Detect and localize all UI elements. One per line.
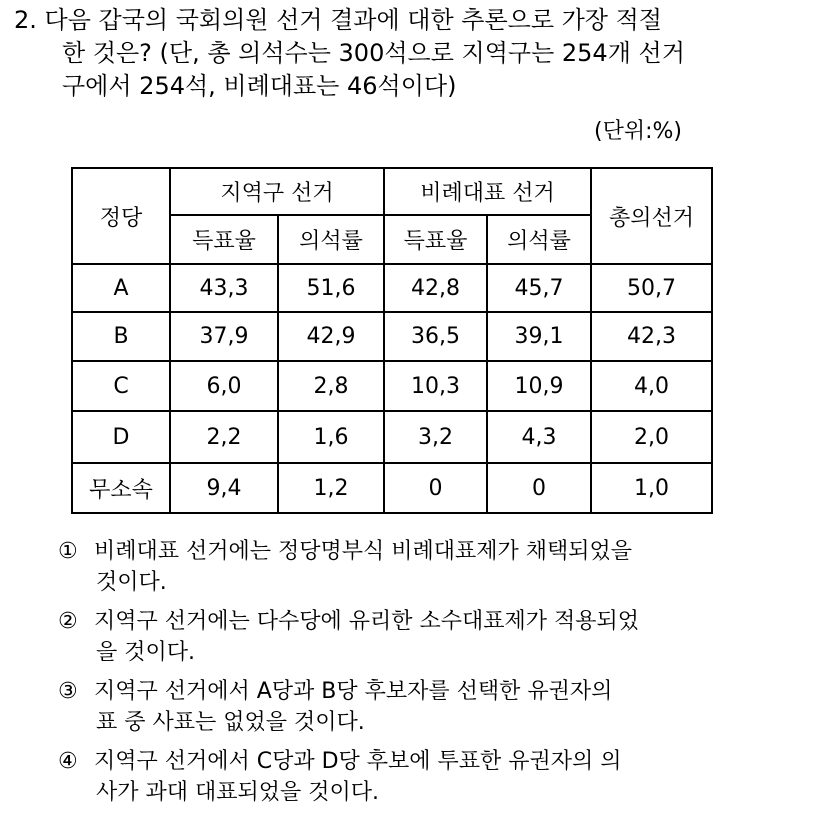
- header-district-vote-rate: 득표율: [170, 215, 278, 264]
- table-row: A 43,3 51,6 42,8 45,7 50,7: [72, 264, 712, 312]
- header-proportional-vote-rate: 득표율: [384, 215, 487, 264]
- question-line-3: 구에서 254석, 비례대표는 46석이다): [62, 72, 457, 100]
- option-2[interactable]: ② 지역구 선거에는 다수당에 유리한 소수대표제가 적용되었 을 것이다.: [58, 606, 818, 668]
- option-4[interactable]: ④ 지역구 선거에서 C당과 D당 후보에 투표한 유권자의 의 사가 과대 대표되었을 것이다.: [58, 746, 818, 808]
- option-3[interactable]: ③ 지역구 선거에서 A당과 B당 후보자를 선택한 유권자의 표 중 사표는 없었을 것이다.: [58, 676, 818, 738]
- header-district-seat-rate: 의석률: [278, 215, 384, 264]
- header-proportional-seat-rate: 의석률: [487, 215, 591, 264]
- question-number: 2.: [14, 6, 37, 34]
- option-marker: ③: [58, 679, 78, 704]
- question-line-1: 2. 다음 갑국의 국회의원 선거 결과에 대한 추론으로 가장 적절: [14, 6, 662, 34]
- question-stem: [14, 4, 814, 103]
- option-marker: ④: [58, 749, 78, 774]
- table-row: 무소속 9,4 1,2 0 0 1,0: [72, 463, 712, 513]
- option-1[interactable]: ① 비례대표 선거에는 정당명부식 비례대표제가 채택되었을 것이다.: [58, 536, 818, 598]
- option-marker: ①: [58, 539, 78, 564]
- answer-options: [58, 536, 818, 816]
- table-row: B 37,9 42,9 36,5 39,1 42,3: [72, 312, 712, 361]
- table-row: C 6,0 2,8 10,3 10,9 4,0: [72, 361, 712, 411]
- table-row: D 2,2 1,6 3,2 4,3 2,0: [72, 411, 712, 463]
- unit-label: (단위:%): [594, 119, 682, 144]
- header-total: 총의선거: [591, 168, 712, 264]
- election-results-table: [71, 167, 713, 514]
- header-district: 지역구 선거: [170, 168, 384, 215]
- header-party: 정당: [72, 168, 170, 264]
- header-proportional: 비례대표 선거: [384, 168, 591, 215]
- option-marker: ②: [58, 609, 78, 634]
- question-line-2: 한 것은? (단, 총 의석수는 300석으로 지역구는 254개 선거: [62, 39, 685, 67]
